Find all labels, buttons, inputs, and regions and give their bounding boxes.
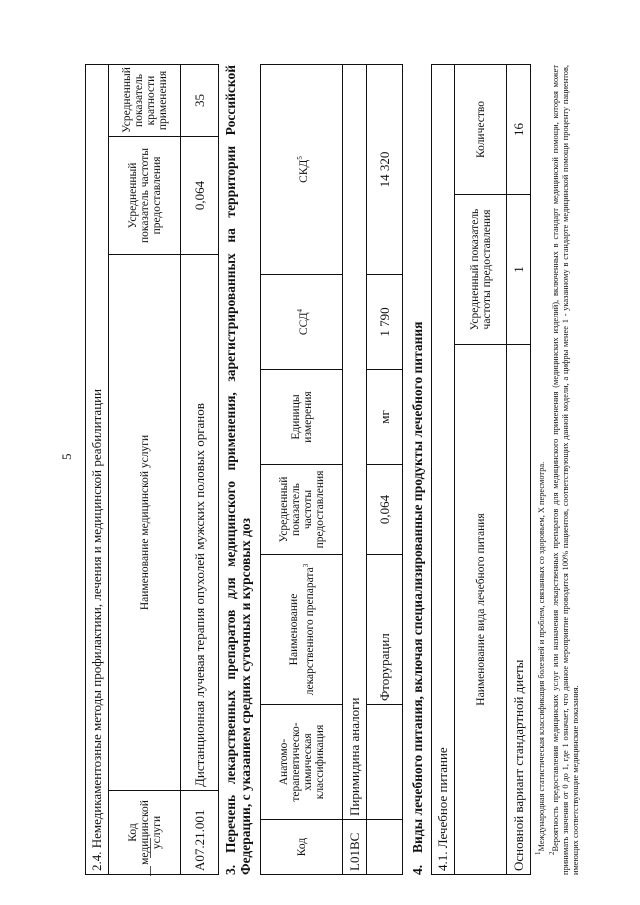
section-2-4-title: 2.4. Немедикаментозные методы профилактики, лечения и медицинской реабилитации xyxy=(86,64,109,874)
page-number: 5 xyxy=(59,453,74,460)
header-drug-frequency: Усредненный показатель частоты предоставления xyxy=(261,465,343,555)
cell-drug-name: Фторурацил xyxy=(367,555,403,705)
cell-quantity: 16 xyxy=(507,64,531,194)
table-row xyxy=(367,65,403,875)
section-4-heading-block xyxy=(410,65,425,875)
cell-units: мг xyxy=(367,370,403,465)
header-code: Код xyxy=(261,820,343,875)
footnote-2: $^2$Вероятность предоставления медицинских услуг или назначения лекарственных препаратов для медицинского применения (медицинских изделий), включенных в стандарт медицинской помощи, которая может принимать значения от 0 до 1, где 1 означает, что данное мероприятие проводится 100% пациентов, соответствующих данной модели, а цифры менее 1 - указанному в стандарте медицинской помощи проценту пациентов, имеющих соответствующие медицинские показания. xyxy=(547,65,580,875)
cell-frequency: 0,064 xyxy=(181,137,219,255)
cell-skd: 14 320 xyxy=(367,65,403,275)
table-row xyxy=(507,64,531,874)
cell-ssd: 1 790 xyxy=(367,275,403,370)
header-ssd: ССД$^4$ xyxy=(261,275,343,370)
header-nutrition-name: Наименование вида лечебного питания xyxy=(455,345,507,875)
header-atc: Анатомо-терапевтическо-химическая классификация xyxy=(261,705,343,820)
cell-atc-group: Пиримидина аналоги xyxy=(343,65,367,820)
cell-multiplicity: 35 xyxy=(181,64,219,136)
cell-nutrition-name: Основной вариант стандартной диеты xyxy=(507,345,531,875)
header-skd: СКД$^5$ xyxy=(261,65,343,275)
header-service-code: Код медицинской услуги xyxy=(109,791,181,875)
table-non-drug-methods xyxy=(85,64,219,875)
rotated-page xyxy=(55,35,600,875)
cell-nutrition-frequency: 1 xyxy=(507,195,531,345)
cell-atc-code: L01BC xyxy=(343,820,367,875)
footnotes xyxy=(533,65,581,875)
header-service-name: Наименование медицинской услуги xyxy=(109,255,181,791)
section-4-heading: 4.Виды лечебного питания, включая специализированные продукты лечебного питания xyxy=(410,321,425,875)
header-multiplicity: Усредненный показатель кратности применения xyxy=(109,64,181,136)
cell-service-code: A07.21.001 xyxy=(181,791,219,875)
cell-service-name: Дистанционная лучевая терапия опухолей мужских половых органов xyxy=(181,255,219,791)
header-quantity: Количество xyxy=(455,64,507,194)
section-3-heading: 3.Перечень лекарственных препаратов для медицинского применения, зарегистрированных на территории Российской Федерации, с указанием средних суточных и курсовых доз xyxy=(223,65,253,875)
cell-drug-frequency: 0,064 xyxy=(367,465,403,555)
section-4-1-title: 4.1. Лечебное питание xyxy=(432,64,455,874)
table-row xyxy=(181,64,219,874)
header-units: Единицы измерения xyxy=(261,370,343,465)
table-drugs xyxy=(260,64,403,875)
footnote-1: $^1$Международная статистическая классификация болезней и проблем, связанных со здоровьем, X пересмотра. xyxy=(534,461,546,855)
table-nutrition xyxy=(431,64,531,875)
header-frequency: Усредненный показатель частоты предоставления xyxy=(109,137,181,255)
table-row xyxy=(343,65,367,875)
section-3-heading-block xyxy=(223,65,253,875)
header-drug-name: Наименование лекарственного препарата$^3$ xyxy=(261,555,343,705)
header-nutrition-frequency: Усредненный показатель частоты предоставления xyxy=(455,195,507,345)
